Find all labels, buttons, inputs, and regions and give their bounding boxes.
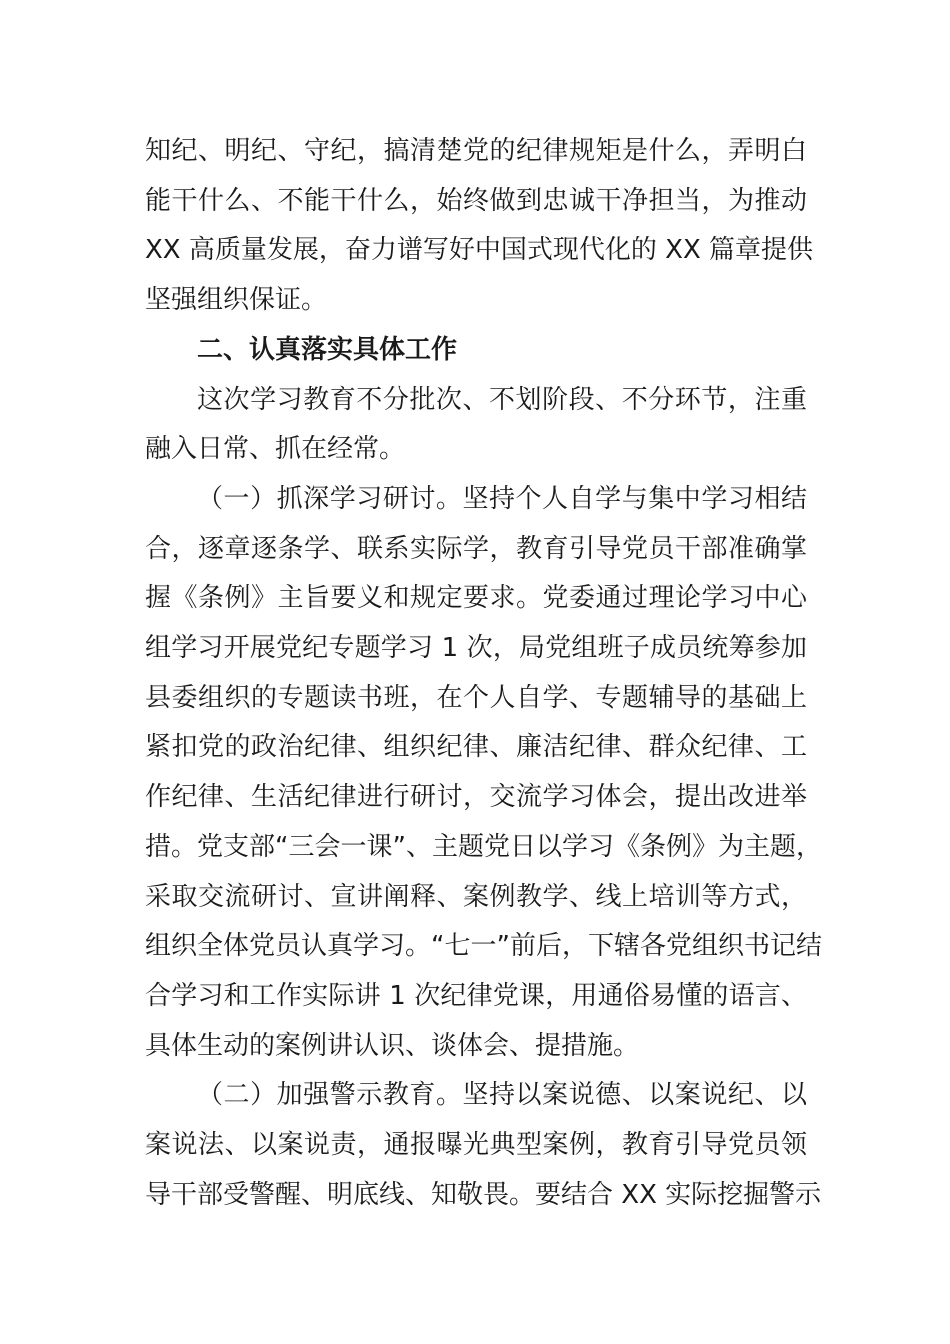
text-line: 组学习开展党纪专题学习 1 次，局党组班子成员统筹参加: [145, 633, 807, 664]
text-line: 融入日常、抓在经常。: [145, 434, 406, 465]
text-line: 这次学习教育不分批次、不划阶段、不分环节，注重: [197, 384, 807, 415]
text-line: 采取交流研讨、宣讲阐释、案例教学、线上培训等方式，: [145, 881, 807, 912]
paragraph-continuation: [145, 127, 814, 326]
text-line: 知纪、明纪、守纪，搞清楚党的纪律规矩是什么，弄明白: [145, 136, 807, 166]
text-line: 合学习和工作实际讲 1 次纪律党课，用通俗易懂的语言、: [145, 980, 807, 1011]
heading-text: 二、认真落实具体工作: [197, 334, 458, 365]
text-line: 县委组织的专题读书班，在个人自学、专题辅导的基础上: [145, 682, 807, 713]
paragraph-warning: [145, 1071, 822, 1220]
text-line: 导干部受警醒、明底线、知敬畏。要结合 XX 实际挖掘警示: [145, 1179, 822, 1210]
text-line: XX 高质量发展，奋力谱写好中国式现代化的 XX 篇章提供: [145, 235, 814, 266]
text-line: 紧扣党的政治纪律、组织纪律、廉洁纪律、群众纪律、工: [145, 732, 807, 763]
paragraph-study: [145, 475, 822, 1071]
text-line: 具体生动的案例讲认识、谈体会、提措施。: [145, 1030, 640, 1061]
text-line: （二）加强警示教育。坚持以案说德、以案说纪、以: [197, 1080, 807, 1111]
text-line: 措。党支部“三会一课”、主题党日以学习《条例》为主题，: [145, 831, 822, 862]
text-line: 组织全体党员认真学习。“七一”前后，下辖各党组织书记结: [145, 931, 822, 962]
text-line: 作纪律、生活纪律进行研讨，交流学习体会，提出改进举: [145, 782, 807, 813]
section-heading: [145, 326, 807, 376]
text-line: 握《条例》主旨要义和规定要求。党委通过理论学习中心: [145, 583, 807, 614]
text-line: 坚强组织保证。: [145, 285, 328, 316]
text-line: 案说法、以案说责，通报曝光典型案例，教育引导党员领: [145, 1130, 807, 1161]
text-line: （一）抓深学习研讨。坚持个人自学与集中学习相结: [197, 483, 807, 514]
text-line: 能干什么、不能干什么，始终做到忠诚干净担当，为推动: [145, 185, 807, 216]
paragraph-intro: [145, 376, 807, 475]
text-line: 合，逐章逐条学、联系实际学，教育引导党员干部准确掌: [145, 533, 807, 564]
document-body: [145, 127, 822, 1220]
